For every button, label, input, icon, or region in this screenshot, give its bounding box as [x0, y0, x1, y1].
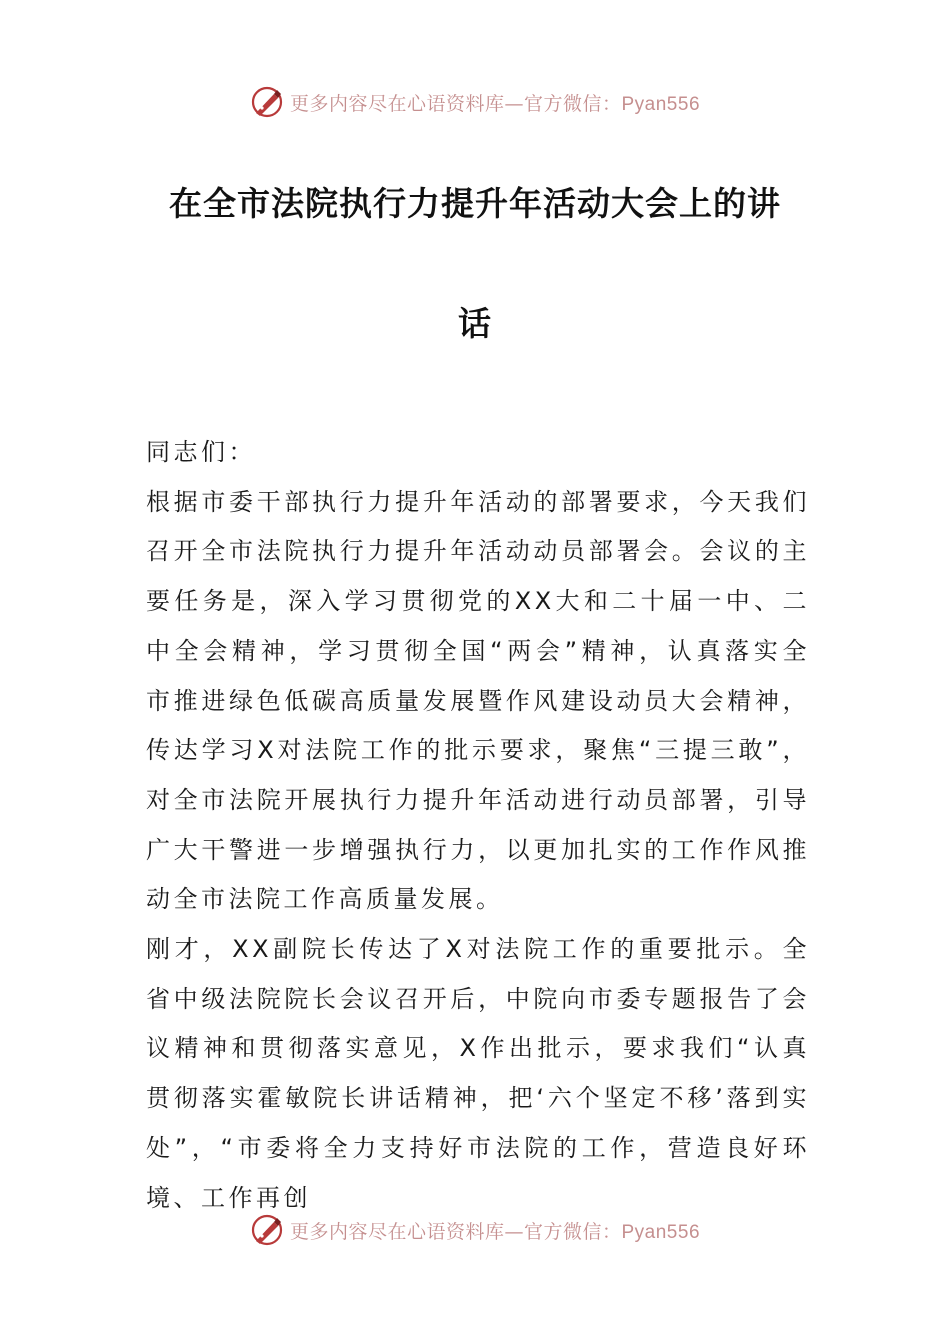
footer-watermark-banner: [0, 1210, 950, 1250]
watermark-text: 更多内容尽在心语资料库—官方微信：Pyan556: [289, 92, 701, 115]
pen-logo-icon: [250, 1213, 284, 1247]
wechat-id: Pyan556: [621, 1221, 701, 1243]
salutation: 同志们：: [146, 438, 256, 466]
document-title-line-2: 话: [458, 304, 492, 343]
paragraph: 根据市委干部执行力提升年活动的部署要求，今天我们召开全市法院执行力提升年活动动员部署会。会议的主要任务是，深入学习贯彻党的XX大和二十届一中、二中全会精神，学习贯彻全国“两会”精神，认真落实全市推进绿色低碳高质量发展暨作风建设动员大会精神，传达学习X对法院工作的批示要求，聚焦“三提三敢”，对全市法院开展执行力提升年活动进行动员部署，引导广大干警进一步增强执行力，以更加扎实的工作作风推动全市法院工作高质量发展。: [146, 487, 810, 914]
watermark-text: 更多内容尽在心语资料库—官方微信：Pyan556: [289, 1220, 701, 1243]
speech-body: [146, 428, 810, 1223]
paragraph: 刚才，XX副院长传达了X对法院工作的重要批示。全省中级法院院长会议召开后，中院向市委专题报告了会议精神和贯彻落实意见，X作出批示，要求我们“认真贯彻落实霍敏院长讲话精神，把‘六个坚定不移’落到实处”，“市委将全力支持好市法院的工作，营造良好环境、工作再创: [146, 935, 810, 1212]
wechat-id: Pyan556: [621, 93, 701, 115]
header-watermark-banner: [0, 82, 950, 122]
pen-logo-icon: [250, 85, 284, 119]
document-title-line-1: 在全市法院执行力提升年活动大会上的讲: [169, 184, 781, 223]
